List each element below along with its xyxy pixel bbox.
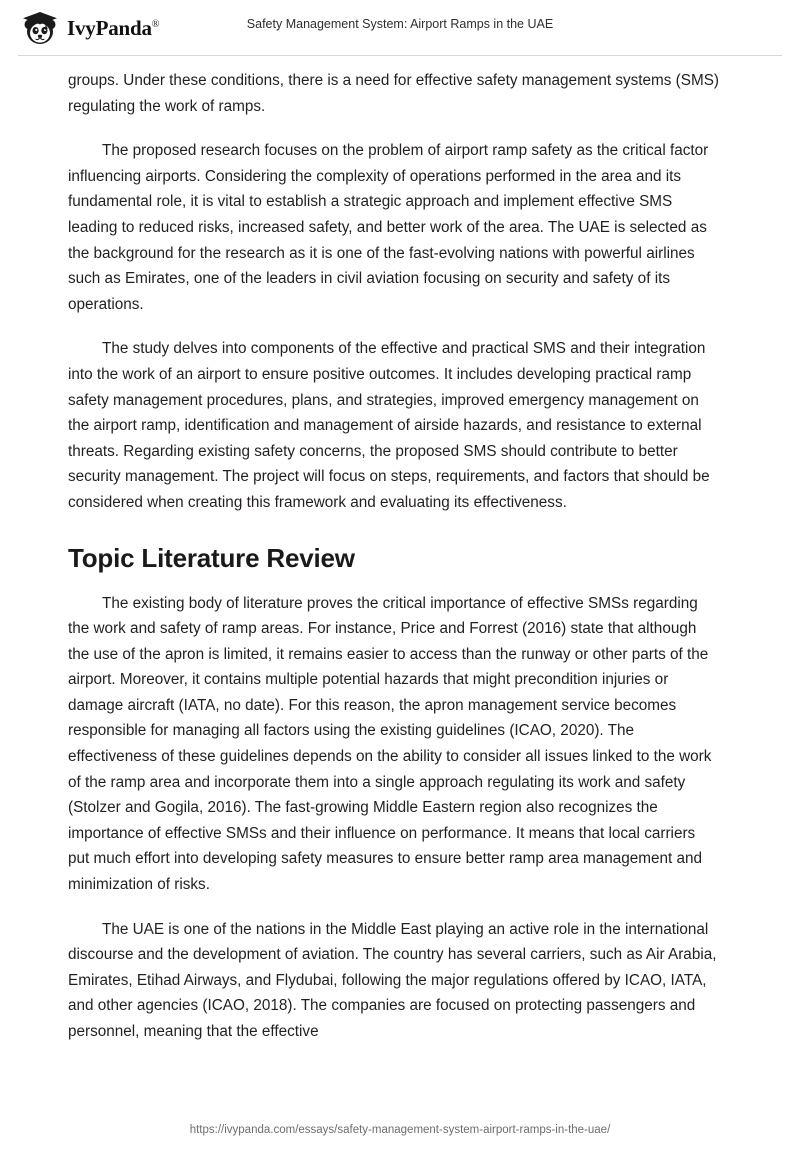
paragraph: The existing body of literature proves the critical importance of effective SMSs regarding the work and safety of ramp areas. For instance, Price and Forrest (2016) state that although the use of the apron is limited, it remains easier to access than the runway or other parts of the airport. Moreover, it contains multiple potential hazards that might precondition injuries or damage aircraft (IATA, no date). For this reason, the apron management service becomes responsible for managing all factors using the existing guidelines (ICAO, 2020). The effectiveness of these guidelines depends on the ability to consider all issues linked to the work of the ramp area and incorporate them into a single approach regulating its work and safety (Stolzer and Gogila, 2016). The fast-growing Middle Eastern region also recognizes the importance of effective SMSs and their influence on performance. It means that local carriers put much effort into developing safety measures to ensure better ramp area management and minimization of risks. (68, 594, 712, 894)
section-heading: Topic Literature Review (68, 542, 355, 573)
header-divider (18, 55, 782, 56)
registered-mark: ® (151, 18, 160, 30)
paragraph: The study delves into components of the effective and practical SMS and their integration into the work of an airport to ensure positive outcomes. It includes developing practical ramp safety management procedures, plans, and strategies, improved emergency management on the airport ramp, identification and management of airside hazards, and resistance to external threats. Regarding existing safety concerns, the proposed SMS should contribute to better security management. The project will focus on steps, requirements, and factors that should be considered when creating this framework and evaluating its effectiveness. (68, 340, 710, 511)
document-title: Safety Management System: Airport Ramps in the UAE (246, 17, 554, 31)
paragraph: groups. Under these conditions, there is a need for effective safety management systems (SMS) regulating the work of ramps. (68, 72, 720, 115)
paragraph: The proposed research focuses on the problem of airport ramp safety as the critical factor influencing airports. Considering the complexity of operations performed in the area and its fundamental role, it is vital to establish a strategic approach and implement effective SMS leading to reduced risks, increased safety, and better work of the area. The UAE is selected as the background for the research as it is one of the fast-evolving nations with powerful airlines such as Emirates, one of the leaders in civil aviation focusing on security and safety of its operations. (68, 142, 709, 313)
brand-name-text: IvyPanda (67, 15, 152, 40)
page-footer (0, 1120, 800, 1138)
source-url-link[interactable]: https://ivypanda.com/essays/safety-management-system-airport-ramps-in-the-uae/ (189, 1124, 611, 1136)
page-header (0, 0, 800, 56)
paragraph: The UAE is one of the nations in the Middle East playing an active role in the international discourse and the development of aviation. The country has several carriers, such as Air Arabia, Emirates, Etihad Airways, and Flydubai, following the major regulations offered by ICAO, IATA, and other agencies (ICAO, 2018). The companies are focused on protecting passengers and personnel, meaning that the effective (68, 920, 717, 1040)
document-body (68, 68, 720, 1064)
